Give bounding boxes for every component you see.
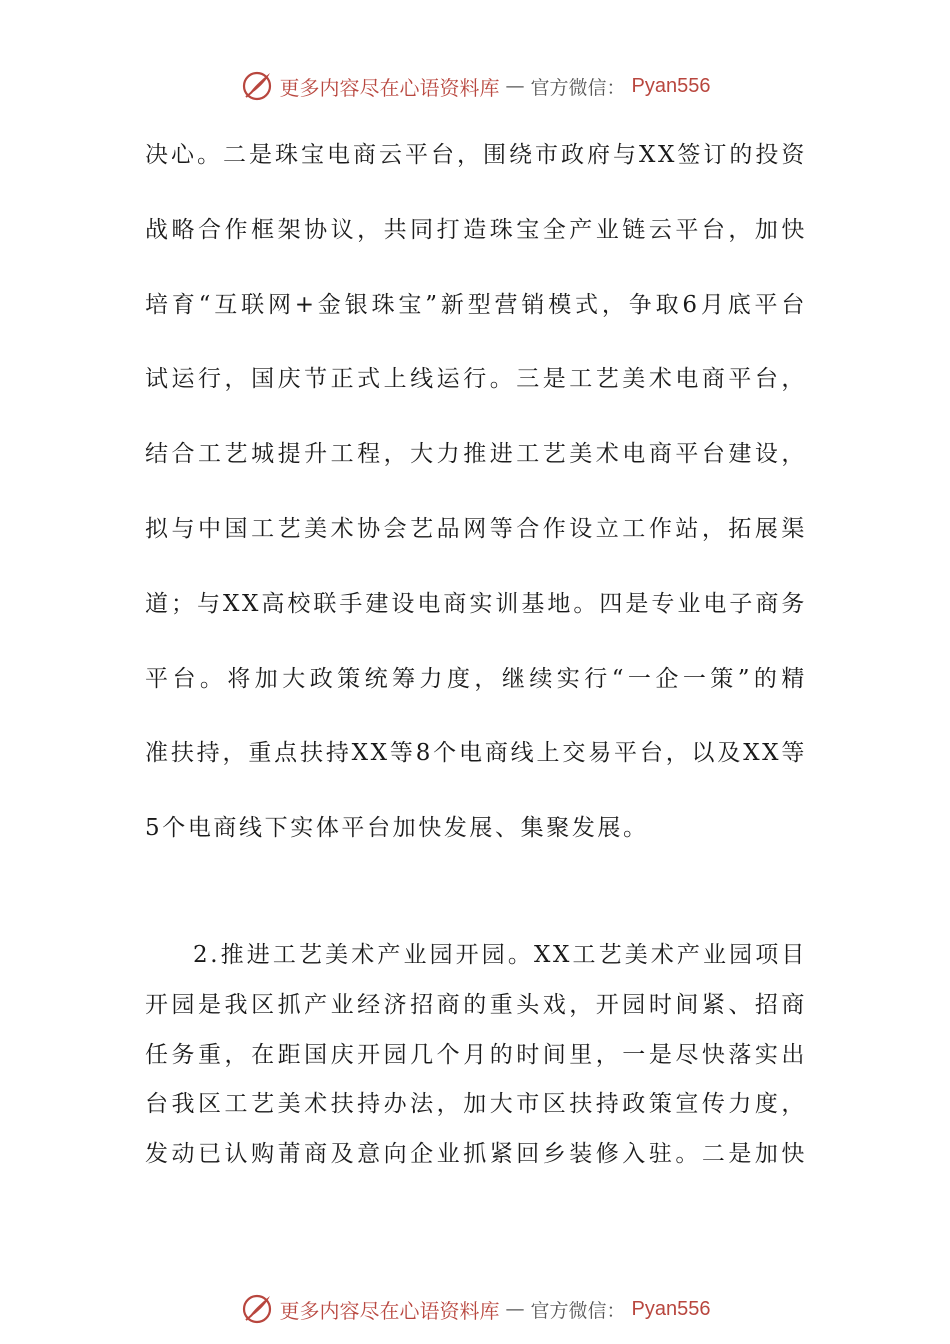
paragraph-line: 试运行，国庆节正式上线运行。三是工艺美术电商平台， (145, 366, 807, 393)
paragraph-line: 决心。二是珠宝电商云平台，围绕市政府与XX签订的投资 (145, 142, 807, 168)
paragraph-line: 道；与XX高校联手建设电商实训基地。四是专业电子商务 (145, 590, 807, 617)
body-paragraph-2 (145, 933, 807, 1182)
paragraph-line: 培育“互联网+金银珠宝”新型营销模式，争取6月底平台 (145, 291, 807, 318)
watermark-account-id: Pyan556 (631, 1297, 711, 1320)
header-watermark (0, 68, 950, 104)
paragraph-line: 结合工艺城提升工程，大力推进工艺美术电商平台建设， (145, 441, 807, 468)
footer-watermark (0, 1291, 950, 1327)
paragraph-line: 战略合作框架协议，共同打造珠宝全产业链云平台，加快 (145, 216, 807, 243)
watermark-sub-text: 官方微信： (530, 1299, 626, 1322)
paragraph-line: 拟与中国工艺美术协会艺品网等合作设立工作站，拓展渠 (145, 515, 807, 542)
watermark-main-text: 更多内容尽在心语资料库 (279, 75, 500, 100)
paragraph-line: 发动已认购莆商及意向企业抓紧回乡装修入驻。二是加快 (145, 1141, 807, 1168)
body-paragraph-1 (145, 133, 807, 881)
paragraph-line: 台我区工艺美术扶持办法，加大市区扶持政策宣传力度， (145, 1091, 807, 1118)
quill-logo-icon (240, 1292, 274, 1326)
paragraph-line: 任务重，在距国庆开园几个月的时间里，一是尽快落实出 (145, 1041, 807, 1068)
watermark-separator: — (505, 75, 525, 97)
watermark-sub-text: 官方微信： (530, 76, 626, 99)
watermark-separator: — (505, 1298, 525, 1320)
watermark-account-id: Pyan556 (631, 74, 711, 97)
paragraph-line: 2.推进工艺美术产业园开园。XX工艺美术产业园项目 (193, 942, 807, 968)
quill-logo-icon (240, 69, 274, 103)
watermark-main-text: 更多内容尽在心语资料库 (279, 1298, 500, 1323)
paragraph-line: 平台。将加大政策统筹力度，继续实行“一企一策”的精 (145, 665, 807, 692)
paragraph-line: 准扶持，重点扶持XX等8个电商线上交易平台，以及XX等 (145, 740, 807, 767)
paragraph-line: 开园是我区抓产业经济招商的重头戏，开园时间紧、招商 (145, 991, 807, 1018)
paragraph-line: 5个电商线下实体平台加快发展、集聚发展。 (145, 815, 649, 842)
